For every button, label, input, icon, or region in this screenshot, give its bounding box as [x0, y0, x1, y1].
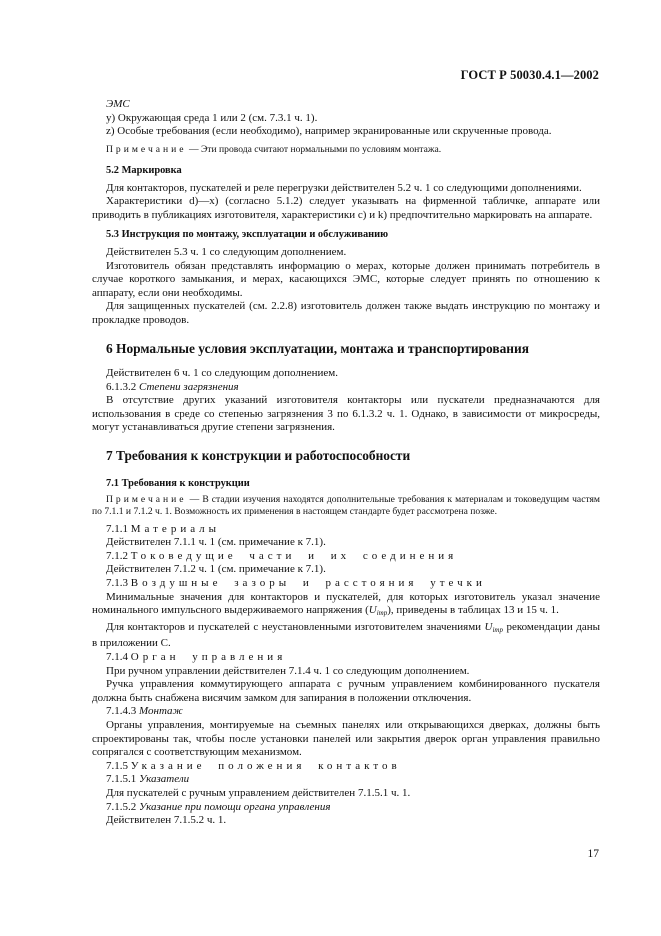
section-5-3-p2: Изготовитель обязан представлять информацию о мерах, которые должен принимать потребитель в случае короткого замыкания, и мерах, касающихся ЭМС, которые следует принять по отношению к аппарату, если они необходимы. [92, 259, 600, 299]
subsection-number: 7.1.5.1 [106, 773, 137, 786]
section-7-1-4-3-heading [92, 705, 600, 719]
section-7-1-1-text: Действителен 7.1.1 ч. 1 (см. примечание к 7.1). [106, 536, 326, 549]
section-6-title: 6 Нормальные условия эксплуатации, монтажа и транспортирования [106, 340, 529, 356]
section-7-1-1-heading [92, 523, 600, 537]
section-6-p2: В отсутствие других указаний изготовителя контакторы или пускатели предназначаются для использования в среде со степенью загрязнения 3 по 6.1.3.2 ч. 1. Однако, в зависимости от микросреды, могут устанавливаться другие степени загрязнения. [92, 394, 600, 434]
note-text: — В стадии изучения находятся дополнительные требования к материалам и токоведущим частям по 7.1.1 и 7.1.2 ч. 1. Возможность их применения в настоящем стандарте будет рассмотрена позже. [92, 494, 600, 518]
subsection-number: 7.1.4.3 [106, 705, 137, 718]
emc-item-z: z) Особые требования (если необходимо), например экранированные или скрученные провода. [106, 125, 552, 138]
section-7-1-note [92, 494, 600, 518]
subsection-title: Орган управления [130, 651, 287, 664]
note-text: — Эти провода считают нормальными по условиям монтажа. [186, 143, 442, 155]
note-label: Примечание [106, 143, 187, 155]
section-7-1-title: 7.1 Требования к конструкции [106, 477, 250, 489]
subsection-number: 7.1.4 [106, 651, 128, 664]
u-imp-symbol: $U_{imp}$ [484, 620, 503, 634]
subsection-number: 7.1.2 [106, 549, 128, 562]
emc-item-y: y) Окружающая среда 1 или 2 (см. 7.3.1 ч. 1). [106, 111, 318, 124]
subsection-number: 7.1.3 [106, 577, 128, 590]
subsection-title: Токоведущие части и их соединения [130, 549, 458, 562]
emc-heading: ЭМС [106, 98, 130, 110]
subsection-number: 7.1.5.2 [106, 800, 137, 813]
section-6-p1: Действителен 6 ч. 1 со следующим дополнением. [106, 367, 338, 380]
section-5-2-title: 5.2 Маркировка [106, 164, 182, 176]
section-7-1-4-p2: Ручка управления коммутирующего аппарата с ручным управлением комбинированного пускателя должна быть снабжена висячим замком для запирания в положении отключения. [92, 678, 600, 704]
section-7-1-5-1-text: Для пускателей с ручным управлением действителен 7.1.5.1 ч. 1. [106, 786, 411, 799]
section-7-1-5-2-text: Действителен 7.1.5.2 ч. 1. [106, 814, 227, 827]
section-7-1-5-1-heading [92, 773, 600, 787]
subsection-title: Указатели [139, 773, 190, 786]
subsection-title: Воздушные зазоры и расстояния утечки [130, 577, 486, 590]
subsection-number: 7.1.1 [106, 522, 128, 535]
section-7-1-2-heading [92, 550, 600, 564]
standard-header: ГОСТ Р 50030.4.1—2002 [460, 68, 599, 82]
section-7-1-2-text: Действителен 7.1.2 ч. 1 (см. примечание к 7.1). [106, 563, 326, 576]
section-5-2-p2: Характеристики d)—x) (согласно 5.1.2) следует указывать на фирменной табличке, аппарате или приводить в публикациях изготовителя, характеристики с) и k) предпочтительно маркировать на аппарате. [92, 195, 600, 221]
subsection-title: Материалы [130, 522, 221, 535]
section-7-1-3-p1: Минимальные значения для контакторов и пускателей, для которых изготовитель указал значение номинального импульсного выдерживаемого напряжения $(U_{imp})$, приведены в таблицах 13 и 15 ч. 1. [92, 590, 600, 618]
section-7-1-3-heading [92, 577, 600, 591]
section-7-1-5-heading [92, 760, 600, 774]
section-7-title: 7 Требования к конструкции и работоспособности [106, 448, 411, 464]
subsection-title: Монтаж [139, 705, 183, 718]
subsection-number: 7.1.5 [106, 759, 128, 772]
section-7-1-3-p2: Для контакторов и пускателей с неустановленными изготовителем значениями $U_{imp}$ рекомендации даны в приложении С. [92, 620, 600, 650]
subsection-title: Указание положения контактов [130, 759, 401, 772]
section-5-3-p3: Для защищенных пускателей (см. 2.2.8) изготовитель должен также выдать инструкцию по монтажу и прокладке проводов. [92, 300, 600, 326]
section-7-1-4-3-text: Органы управления, монтируемые на съемных панелях или открывающихся дверках, должны быть спроектированы так, чтобы после установки панелей или закрытия дверок орган управления правильно сопрягался с соответствующим механизмом. [92, 718, 600, 759]
section-7-1-4-p1: При ручном управлении действителен 7.1.4 ч. 1 со следующим дополнением. [106, 664, 470, 677]
section-5-3-title: 5.3 Инструкция по монтажу, эксплуатации и обслуживанию [106, 229, 389, 241]
section-5-2-p1: Для контакторов, пускателей и реле перегрузки действителен 5.2 ч. 1 со следующими дополнениями. [106, 181, 582, 194]
emc-note [92, 144, 600, 156]
section-7-1-4-heading [92, 651, 600, 665]
subsection-number: 6.1.3.2 [106, 380, 137, 393]
note-label: Примечание [106, 494, 187, 506]
u-imp-symbol: $U_{imp}$ [368, 604, 388, 618]
page-content [92, 98, 600, 828]
page-number: 17 [587, 848, 599, 860]
section-7-1-5-2-heading [92, 801, 600, 815]
section-6-1-3-2-heading [92, 381, 600, 395]
section-5-3-p1: Действителен 5.3 ч. 1 со следующим дополнением. [106, 245, 347, 258]
subsection-title: Степени загрязнения [139, 380, 239, 393]
subsection-title: Указание при помощи органа управления [139, 800, 331, 813]
